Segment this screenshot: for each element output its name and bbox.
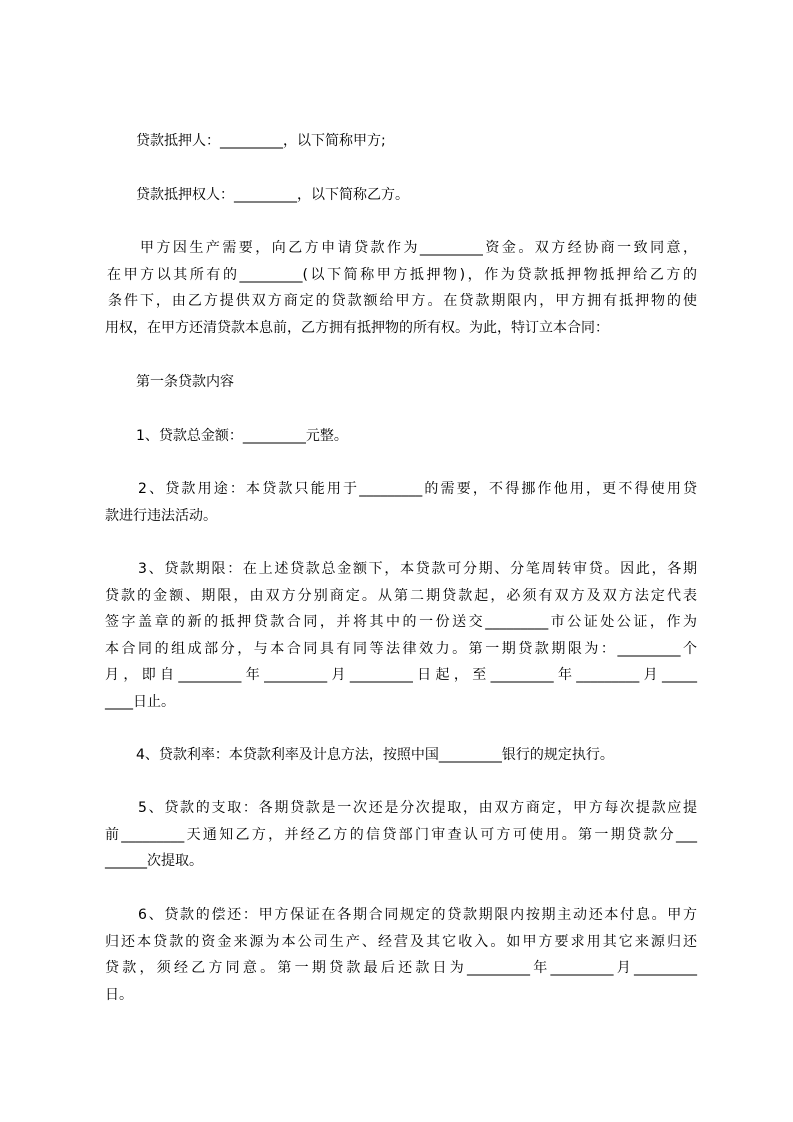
item-total-amount: 1、贷款总金额：_________元整。 bbox=[136, 428, 348, 444]
item-line: 本合同的组成部分，与本合同具有同等法律效力。第一期贷款期限为：_________个 bbox=[105, 640, 697, 657]
item-line: 2、贷款用途：本贷款只能用于_________的需要，不得挪作他用，更不得使用贷 bbox=[138, 481, 697, 497]
item-line: 款进行违法活动。 bbox=[105, 507, 217, 524]
item-loan-term bbox=[105, 556, 697, 715]
item-line: 月，即自_________年_________月_________日起，至_________年_________月_____ bbox=[105, 667, 697, 683]
item-interest-rate: 4、贷款利率：本贷款利率及计息方法，按照中国_________银行的规定执行。 bbox=[136, 747, 614, 763]
intro-line: 用权，在甲方还清贷款本息前，乙方拥有抵押物的所有权。为此，特订立本合同： bbox=[105, 319, 609, 336]
item-withdrawal bbox=[105, 795, 697, 875]
mortgagor-line: 贷款抵押人：_________，以下简称甲方; bbox=[136, 133, 386, 149]
item-line: 贷款的金额、期限，由双方分别商定。从第二期贷款起，必须有双方及双方法定代表 bbox=[105, 587, 697, 604]
item-line: 6、贷款的偿还：甲方保证在各期合同规定的贷款期限内按期主动还本付息。甲方 bbox=[138, 907, 697, 923]
intro-paragraph bbox=[105, 235, 697, 341]
intro-line: 甲方因生产需要，向乙方申请贷款作为_________资金。双方经协商一致同意， bbox=[140, 240, 697, 256]
item-line: 日。 bbox=[105, 986, 133, 1003]
item-line: 前_________天通知乙方，并经乙方的信贷部门审查认可方可使用。第一期贷款分___ bbox=[105, 826, 697, 843]
intro-line: 在甲方以其所有的_________(以下简称甲方抵押物)，作为贷款抵押物抵押给乙方的 bbox=[107, 266, 697, 283]
item-line: 3、贷款期限：在上述贷款总金额下，本贷款可分期、分笔周转审贷。因此，各期 bbox=[138, 561, 697, 577]
article-heading: 第一条贷款内容 bbox=[136, 374, 234, 390]
item-line: ______次提取。 bbox=[105, 853, 203, 869]
mortgagee-line: 贷款抵押权人：_________，以下简称乙方。 bbox=[136, 187, 409, 203]
item-loan-purpose bbox=[105, 476, 697, 529]
item-line: 5、贷款的支取：各期贷款是一次还是分次提取，由双方商定，甲方每次提款应提 bbox=[138, 800, 697, 816]
item-line: 签字盖章的新的抵押贷款合同，并将其中的一份送交_________市公证处公证，作为 bbox=[105, 614, 697, 630]
intro-line: 条件下，由乙方提供双方商定的贷款额给甲方。在贷款期限内，甲方拥有抵押物的使 bbox=[108, 293, 697, 309]
item-repayment bbox=[105, 902, 697, 1008]
item-line: 贷款，须经乙方同意。第一期贷款最后还款日为_________年_________月_________ bbox=[105, 960, 697, 976]
item-line: ____日止。 bbox=[105, 693, 175, 710]
item-line: 归还本贷款的资金来源为本公司生产、经营及其它收入。如甲方要求用其它来源归还 bbox=[105, 933, 697, 950]
